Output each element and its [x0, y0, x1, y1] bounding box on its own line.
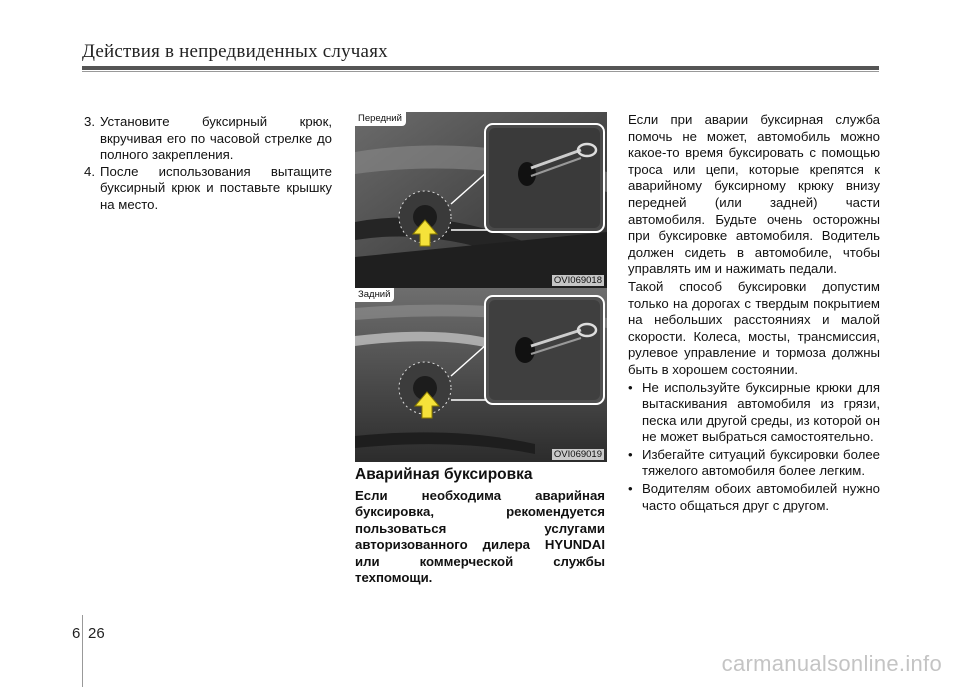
bullet-item	[628, 380, 880, 446]
chapter-number: 6	[72, 625, 81, 642]
page-number-divider	[82, 615, 83, 687]
bullet-text: Не используйте буксирные крюки для вытаскивания автомобиля из грязи, песка или другой среды, из которой он не может выбраться самостоятельно.	[642, 379, 880, 445]
watermark-text[interactable]: carmanualsonline.info	[721, 651, 942, 676]
section-heading: Аварийная буксировка	[355, 466, 533, 483]
bullet-icon: •	[628, 379, 633, 395]
step-item	[84, 164, 332, 214]
bullet-text: Избегайте ситуаций буксировки более тяжелого автомобиля более легким.	[642, 446, 880, 479]
bullet-icon: •	[628, 481, 633, 497]
step-number: 4.	[84, 163, 95, 179]
figure-code: OVI069019	[553, 449, 602, 460]
front-bumper-illustration	[355, 112, 607, 288]
step-text: После использования вытащите буксирный крюк и поставьте крышку на место.	[100, 163, 332, 212]
bullet-icon: •	[628, 446, 633, 462]
header-rule	[82, 66, 879, 70]
page-number: 26	[88, 625, 105, 642]
rear-tow-hook-figure	[355, 288, 607, 462]
rear-bumper-illustration	[355, 288, 607, 462]
bullet-text: Водителям обоих автомобилей нужно часто общаться друг с другом.	[642, 481, 880, 513]
page-header-title: Действия в непредвиденных случаях	[82, 41, 388, 62]
paragraph: Такой способ буксировки допустим только на дорогах с твердым покрытием на небольших расстояниях и малой скорости. Колеса, мосты, трансмиссия, рулевое управление и тормоза должны быть в хорошем состоянии.	[628, 278, 880, 377]
left-column	[84, 114, 332, 214]
section-body: Если необходима аварийная буксировка, рекомендуется пользоваться услугами авторизованного дилера HYUNDAI или коммерческой службы техпомощи.	[355, 488, 605, 586]
paragraph: Если при аварии буксирная служба помочь не может, автомобиль можно какое-то время буксировать с помощью троса или цепи, которые крепятся к аварийному буксирному крюку внизу передней (или задней) части автомобиля. Будьте очень осторожны при буксировке автомобиля. Водитель должен сидеть в автомобиле, чтобы управлять им и нажимать педали.	[628, 112, 880, 277]
step-text: Установите буксирный крюк, вкручивая его по часовой стрелке до полного закрепления.	[100, 114, 332, 163]
figure-label: Задний	[355, 288, 394, 302]
bullet-item	[628, 481, 880, 514]
front-tow-hook-figure	[355, 112, 607, 288]
step-number: 3.	[84, 114, 95, 129]
header-rule-thin	[82, 71, 879, 72]
figure-code: OVI069018	[553, 275, 602, 286]
right-column	[628, 112, 880, 515]
step-item	[84, 114, 332, 164]
bullet-item	[628, 447, 880, 480]
figure-label: Передний	[355, 112, 406, 126]
